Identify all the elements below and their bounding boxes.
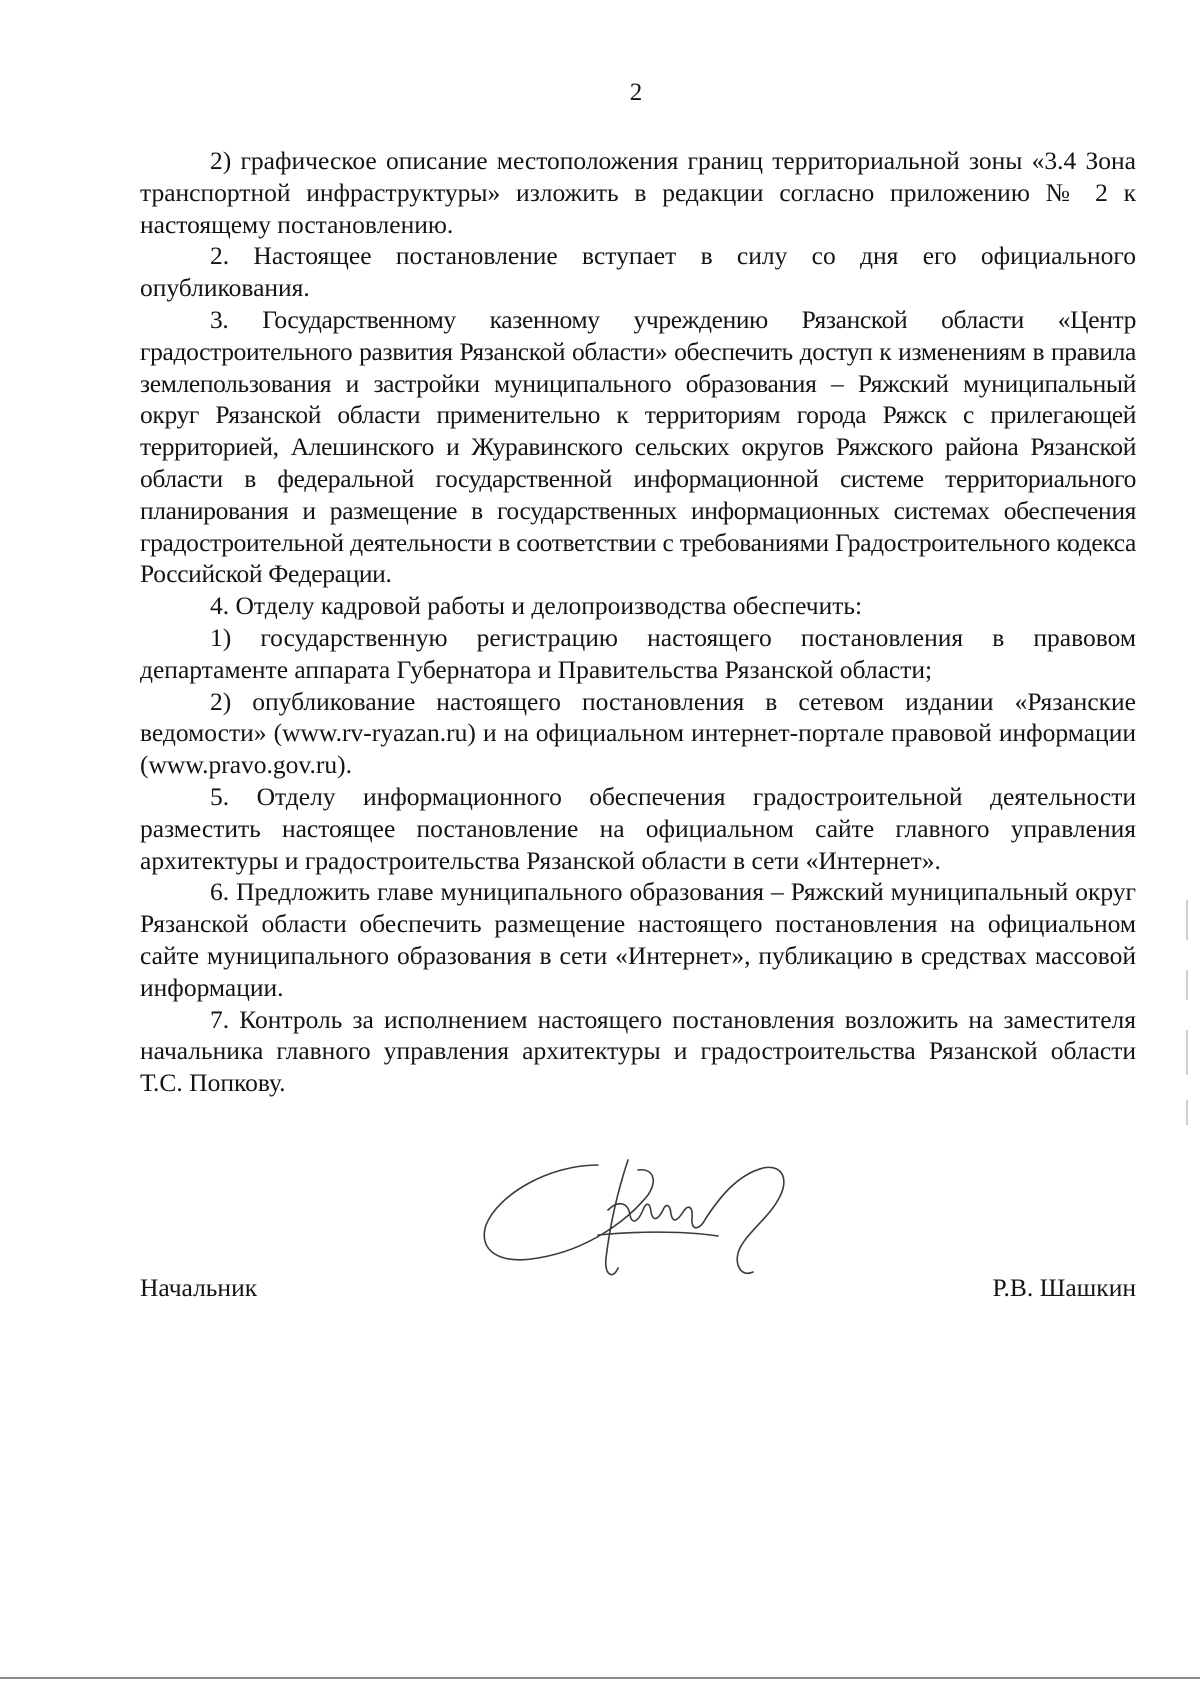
paragraph-4-1-registration: 1) государственную регистрацию настоящего постановления в правовом департаменте аппарата Губернатора и Правительства Рязанской области; xyxy=(140,622,1136,684)
paragraph-5-website-posting: 5. Отделу информационного обеспечения градостроительной деятельности разместить настоящее постановление на официальном сайте главного управления архитектуры и градостроительства Рязанской области в сети «Интернет». xyxy=(140,781,1136,875)
signature-block xyxy=(140,1272,1136,1312)
paragraph-4-personnel-department: 4. Отделу кадровой работы и делопроизводства обеспечить: xyxy=(210,591,863,621)
paragraph-1-2-graphic-description: 2) графическое описание местоположения границ территориальной зоны «3.4 Зона транспортной инфраструктуры» изложить в редакции согласно приложению № 2 к настоящему постановлению. xyxy=(140,146,1136,239)
scan-edge-marks xyxy=(1186,900,1189,1130)
paragraph-3-access: 3. Государственному казенному учреждению Рязанской области «Центр градостроительного развития Рязанской области» обеспечить доступ к изменениям в правила землепользования и застройки муниципального образования – Ряжский муниципальный округ Рязанской области применительно к территориям города Ряжск с прилегающей территорией, Алешинского и Журавинского сельских округов Ряжского района Рязанской области в федеральной государственной информационной системе территориального планирования и размещение в государственных информационных системах обеспечения градостроительной деятельности в соответствии с требованиями Градостроительного кодекса Российской Федерации. xyxy=(140,304,1136,589)
paragraph-2-effective-date: 2. Настоящее постановление вступает в силу со дня его официального опубликования. xyxy=(140,241,1136,303)
paragraph-7-control: 7. Контроль за исполнением настоящего постановления возложить на заместителя начальника главного управления архитектуры и градостроительства Рязанской области Т.С. Попкову. xyxy=(140,1004,1136,1098)
signatory-position: Начальник xyxy=(140,1273,258,1302)
scan-bottom-line xyxy=(0,1677,1200,1679)
paragraph-6-municipal-head: 6. Предложить главе муниципального образования – Ряжский муниципальный округ Рязанской области обеспечить размещение настоящего постановления на официальном сайте муниципального образования в сети «Интернет», публикацию в средствах массовой информации. xyxy=(140,877,1136,1002)
handwritten-signature xyxy=(478,1140,818,1290)
signatory-name: Р.В. Шашкин xyxy=(992,1273,1136,1302)
document-body xyxy=(140,145,1136,1099)
paragraph-4-2-publication: 2) опубликование настоящего постановления в сетевом издании «Рязанские ведомости» (www.rv-ryazan.ru) и на официальном интернет-портале правовой информации (www.pravo.gov.ru). xyxy=(140,686,1136,780)
page-number: 2 xyxy=(629,79,643,106)
